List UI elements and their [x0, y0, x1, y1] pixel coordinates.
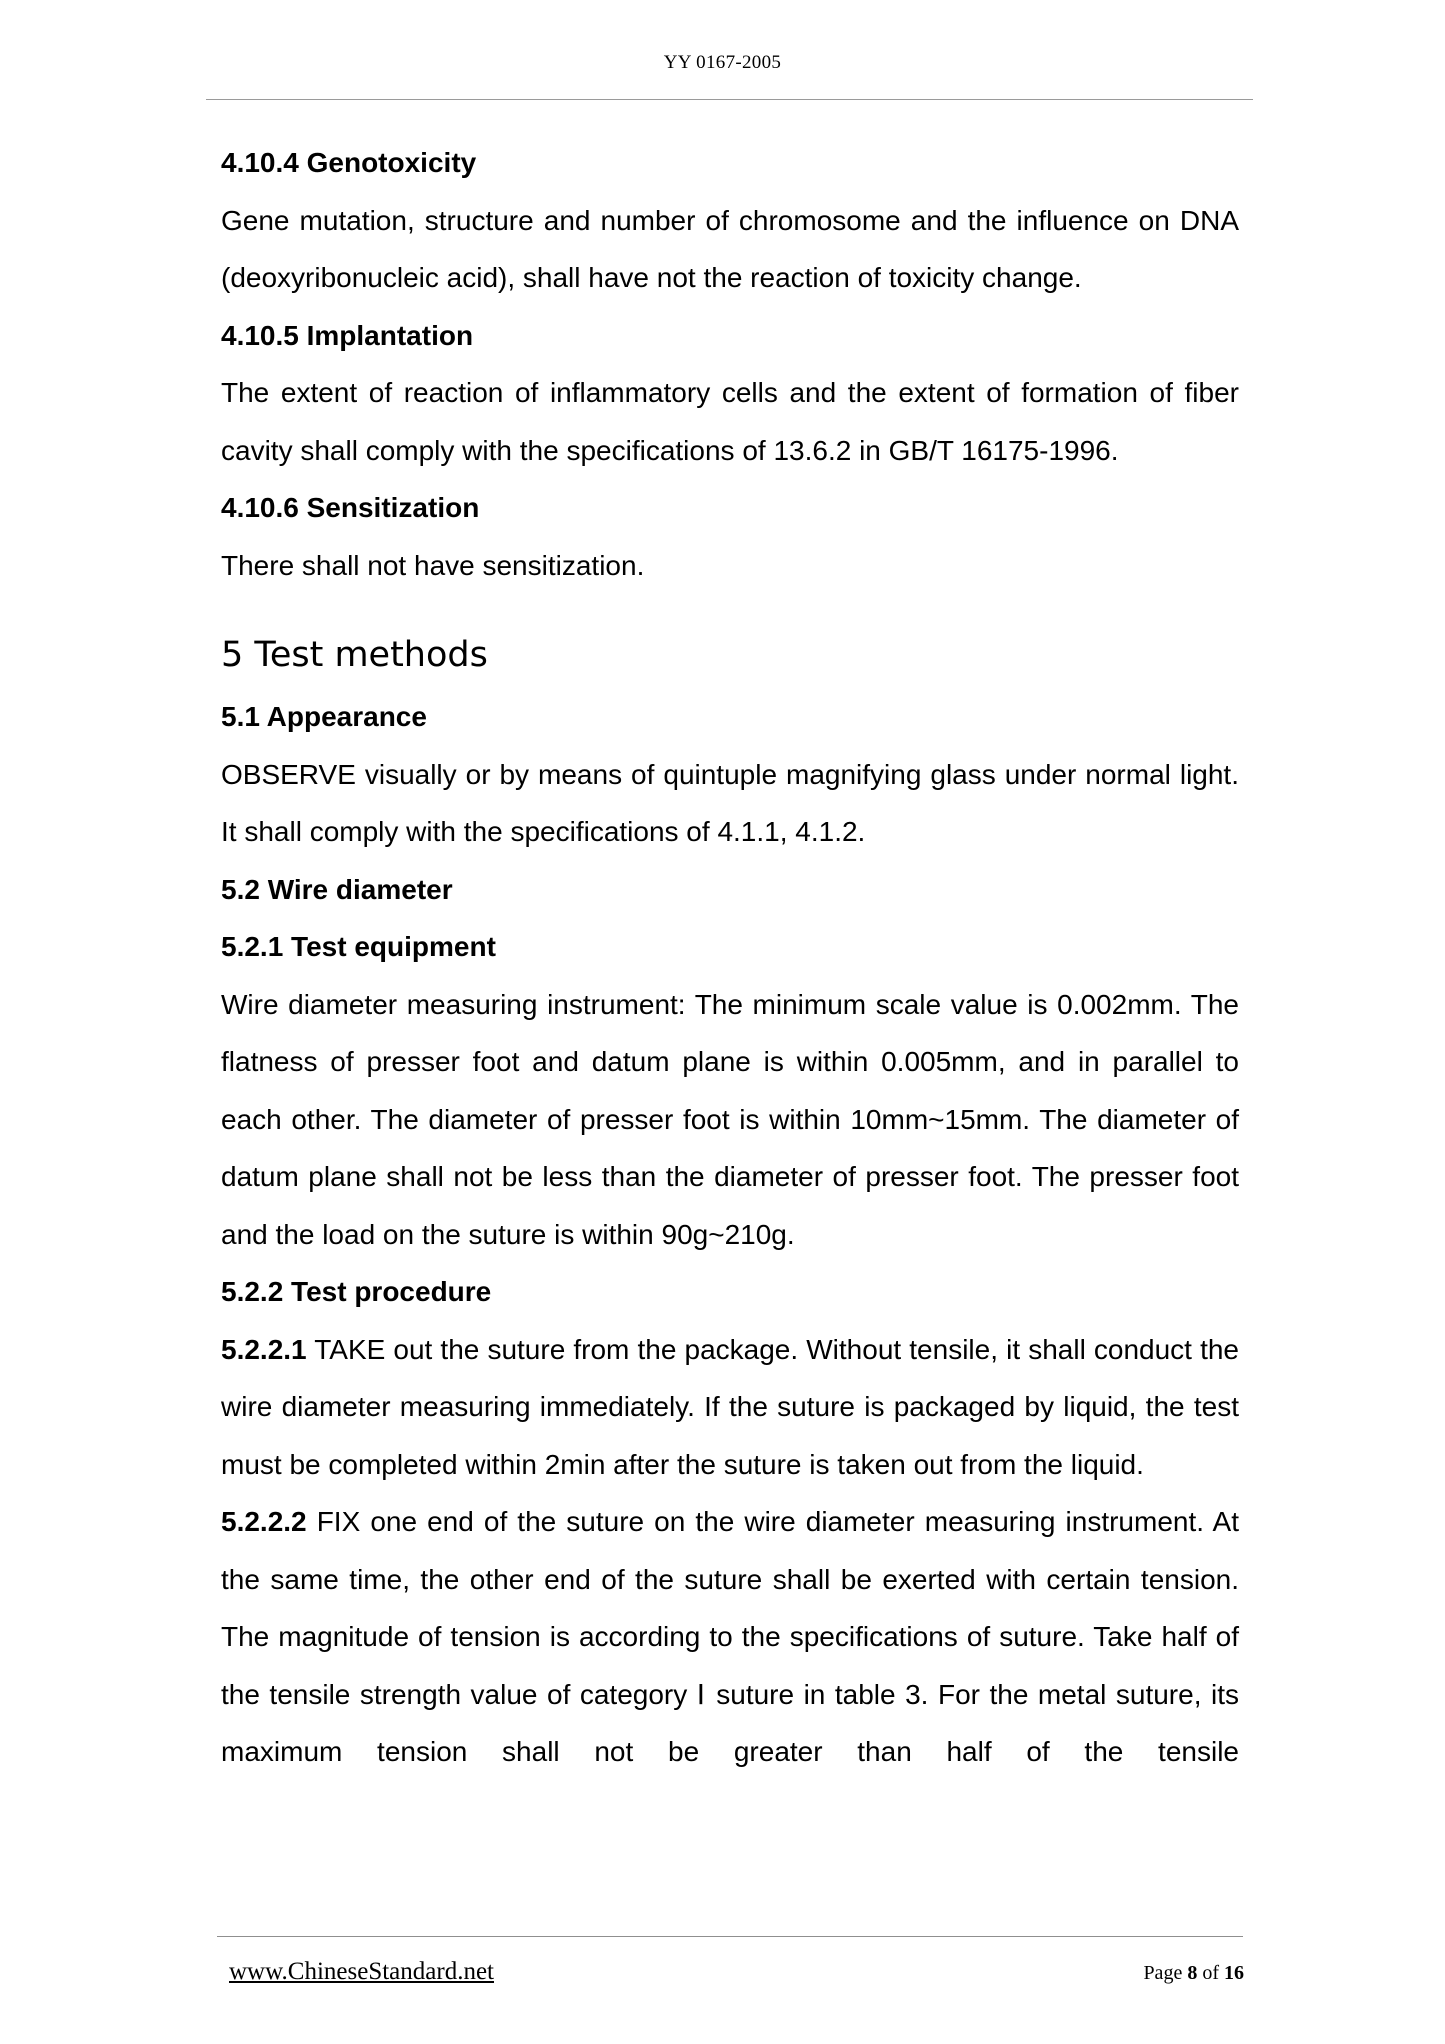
page-body — [221, 134, 1239, 1781]
heading-4-10-6: 4.10.6 Sensitization — [221, 492, 480, 523]
heading-5-2: 5.2 Wire diameter — [221, 873, 453, 905]
heading-5-1: 5.1 Appearance — [221, 701, 427, 732]
page-current: 8 — [1187, 1962, 1198, 1984]
page-total: 16 — [1224, 1962, 1244, 1984]
page-number — [1143, 1962, 1244, 1985]
heading-5-test-methods: 5 Test methods — [221, 635, 488, 675]
paragraph-test-equipment: Wire diameter measuring instrument: The minimum scale value is 0.002mm. The flatness of presser foot and datum plane is within 0.005mm, and in parallel to each other. The diameter of presser foot is within 10mm~15mm. The diameter of datum plane shall not be less than the diameter of presser foot. The presser foot and the load on the suture is within 90g~210g. — [221, 988, 1239, 1250]
heading-5-2-2: 5.2.2 Test procedure — [221, 1276, 492, 1307]
paragraph-5-2-2-1 — [221, 1321, 1239, 1494]
website-link[interactable]: www.ChineseStandard.net — [229, 1958, 494, 1985]
paragraph-5-2-2-2 — [221, 1493, 1239, 1781]
paragraph-sensitization: There shall not have sensitization. — [221, 549, 645, 581]
clause-text-5-2-2-2: FIX one end of the suture on the wire diameter measuring instrument. At the same time, the other end of the suture shall be exerted with certain tension. The magnitude of tension is according to the specifications of suture. Take half of the tensile strength value of category Ⅰ suture in table 3. For the metal suture, its maximum tension shall not be greater than half of the tensile — [221, 1506, 1239, 1767]
paragraph-implantation: The extent of reaction of inflammatory cells and the extent of formation of fiber cavity shall comply with the specifications of 13.6.2 in GB/T 16175-1996. — [221, 377, 1239, 466]
page-of: of — [1197, 1962, 1224, 1984]
clause-text-5-2-2-1: TAKE out the suture from the package. Without tensile, it shall conduct the wire diameter measuring immediately. If the suture is packaged by liquid, the test must be completed within 2min after the suture is taken out from the liquid. — [221, 1333, 1239, 1480]
heading-5-2-1: 5.2.1 Test equipment — [221, 931, 496, 962]
paragraph-appearance: OBSERVE visually or by means of quintuple magnifying glass under normal light. It shall comply with the specifications of 4.1.1, 4.1.2. — [221, 758, 1239, 847]
footer-divider — [217, 1936, 1243, 1937]
page-prefix: Page — [1143, 1962, 1188, 1984]
clause-label-5-2-2-1: 5.2.2.1 — [221, 1333, 307, 1365]
heading-4-10-5: 4.10.5 Implantation — [221, 319, 474, 351]
heading-4-10-4: 4.10.4 Genotoxicity — [221, 147, 477, 178]
document-code-header: YY 0167-2005 — [663, 52, 782, 73]
paragraph-genotoxicity: Gene mutation, structure and number of chromosome and the influence on DNA (deoxyribonucleic acid), shall have not the reaction of toxicity change. — [221, 204, 1239, 293]
clause-label-5-2-2-2: 5.2.2.2 — [221, 1506, 307, 1537]
header-divider — [206, 99, 1253, 100]
